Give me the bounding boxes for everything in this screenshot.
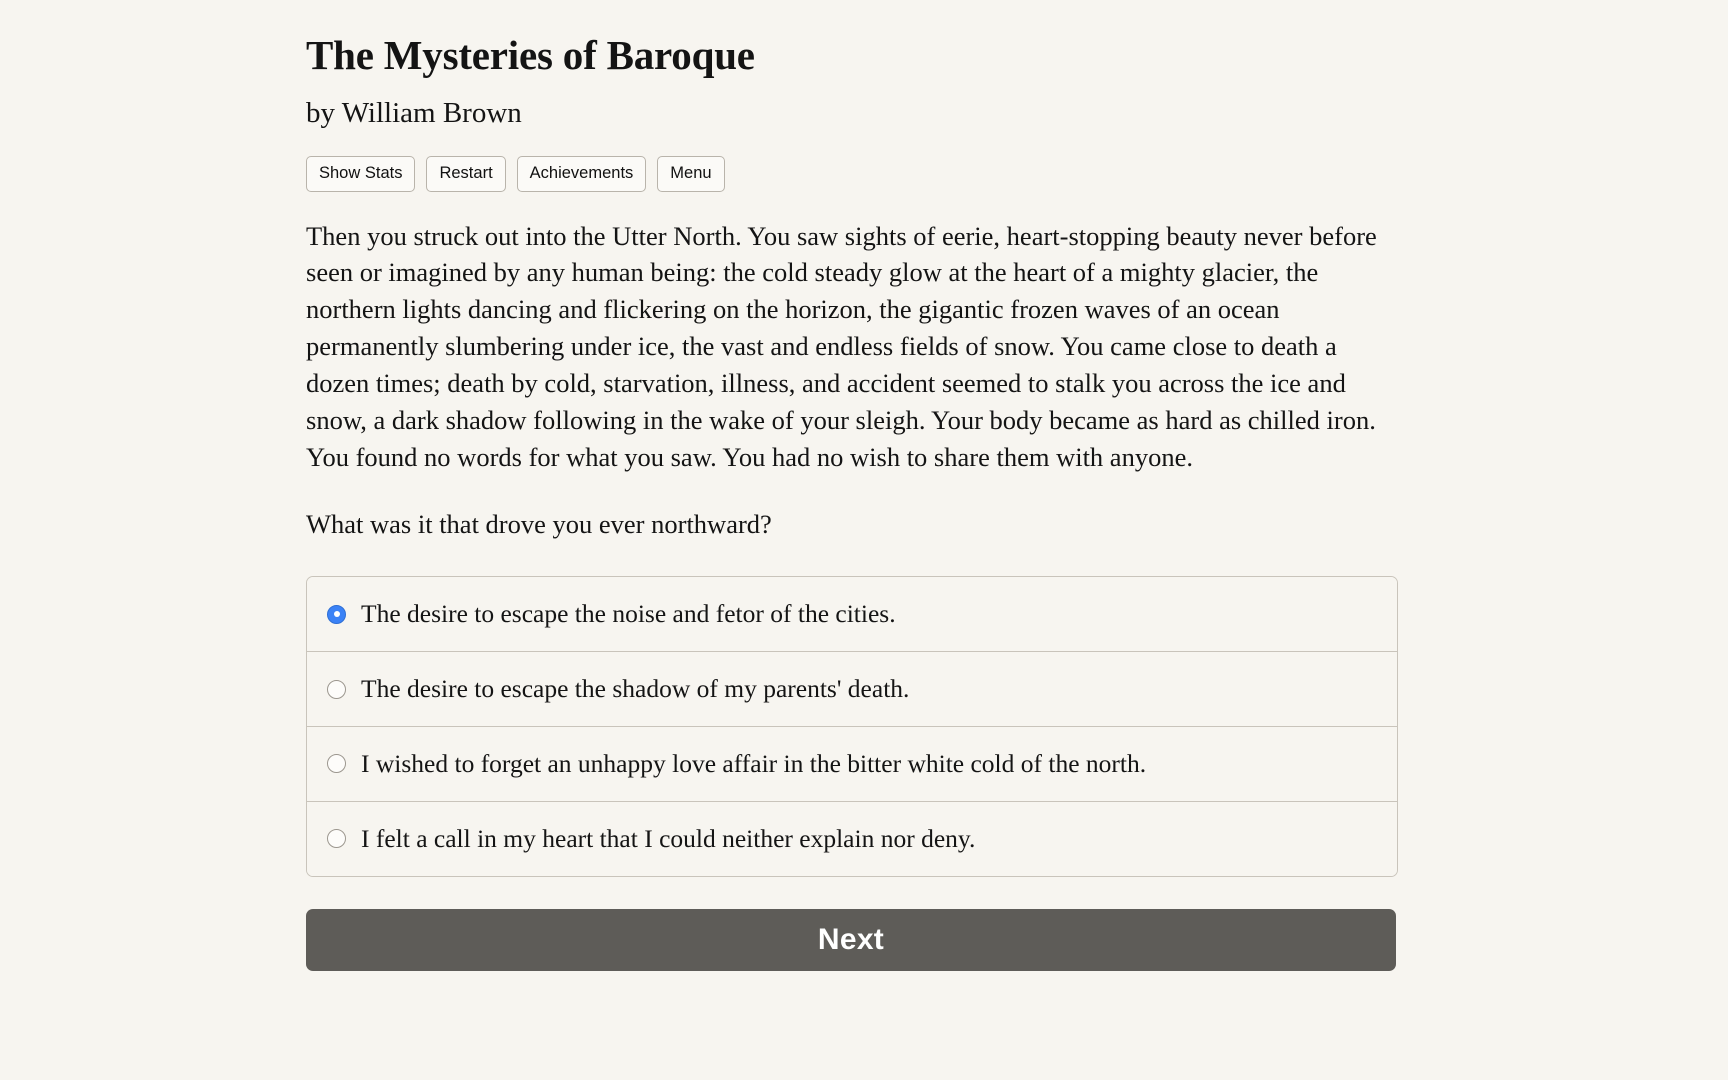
- menu-button[interactable]: Menu: [657, 156, 724, 192]
- choice-label: I wished to forget an unhappy love affair in the bitter white cold of the north.: [361, 749, 1147, 779]
- list-item[interactable]: [307, 727, 1397, 802]
- radio-icon[interactable]: [327, 605, 346, 624]
- choice-label: The desire to escape the noise and fetor of the cities.: [361, 599, 896, 629]
- choice-list: [306, 576, 1398, 877]
- show-stats-button[interactable]: Show Stats: [306, 156, 415, 192]
- list-item[interactable]: [307, 802, 1397, 876]
- radio-icon[interactable]: [327, 754, 346, 773]
- author-byline: by William Brown: [306, 97, 522, 130]
- next-button[interactable]: Next: [306, 909, 1396, 971]
- page-title: The Mysteries of Baroque: [306, 32, 755, 78]
- question-prompt: What was it that drove you ever northward?: [306, 509, 772, 540]
- radio-icon[interactable]: [327, 829, 346, 848]
- choice-label: The desire to escape the shadow of my parents' death.: [361, 674, 910, 704]
- story-container: [306, 0, 1436, 971]
- toolbar: [306, 130, 1436, 192]
- achievements-button[interactable]: Achievements: [517, 156, 647, 192]
- list-item[interactable]: [307, 577, 1397, 652]
- radio-icon[interactable]: [327, 680, 346, 699]
- choice-label: I felt a call in my heart that I could neither explain nor deny.: [361, 823, 976, 853]
- restart-button[interactable]: Restart: [426, 156, 505, 192]
- list-item[interactable]: [307, 652, 1397, 727]
- story-passage: Then you struck out into the Utter North. You saw sights of eerie, heart-stopping beauty never before seen or imagined by any human being: the cold steady glow at the heart of a mighty glacier, the northern lights dancing and flickering on the horizon, the gigantic frozen waves of an ocean permanently slumbering under ice, the vast and endless fields of snow. You came close to death a dozen times; death by cold, starvation, illness, and accident seemed to stalk you across the ice and snow, a dark shadow following in the wake of your sleigh. Your body became as hard as chilled iron. You found no words for what you saw. You had no wish to share them with anyone.: [306, 220, 1377, 472]
